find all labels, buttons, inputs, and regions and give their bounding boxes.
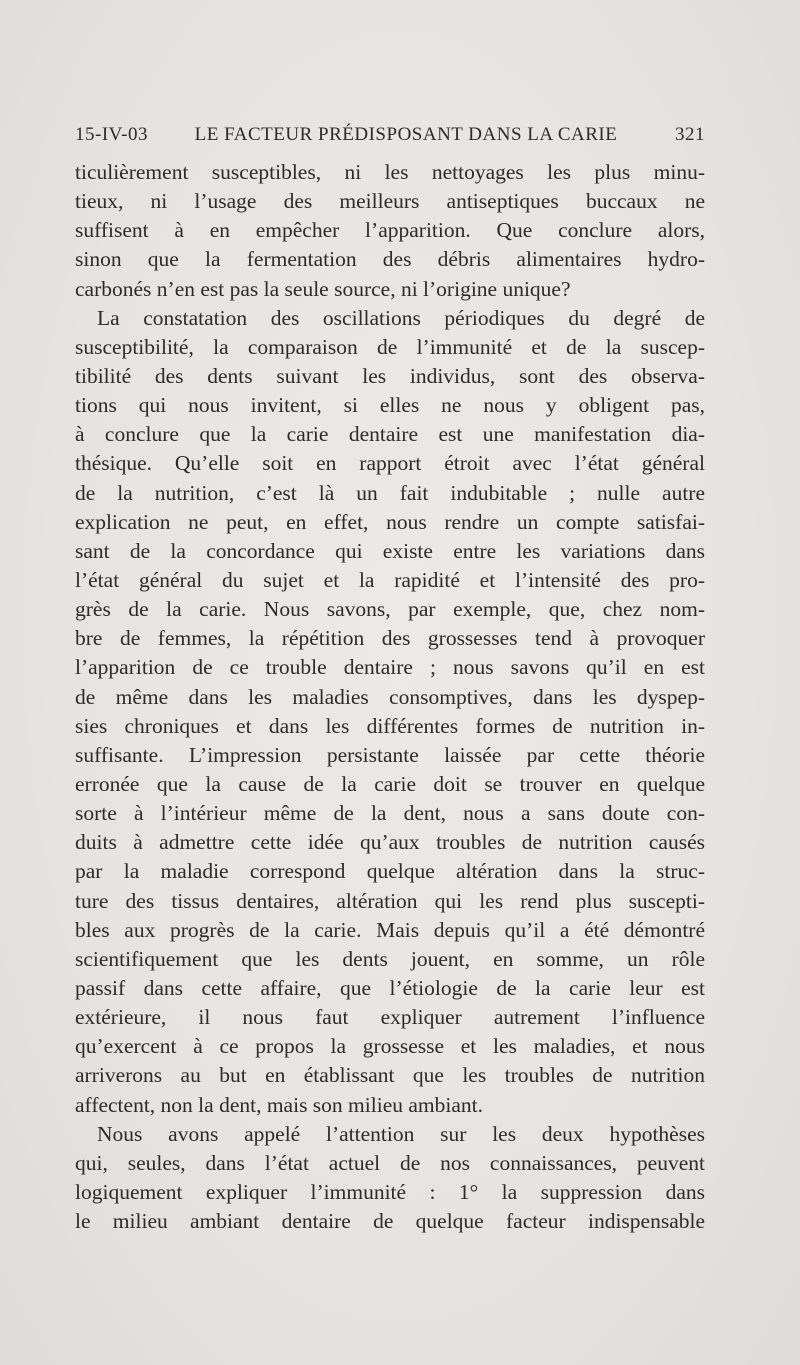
- text-line: bles aux progrès de la carie. Mais depuis qu’il a été démontré: [75, 917, 705, 942]
- text-line: grès de la carie. Nous savons, par exemple, que, chez nom-: [75, 597, 705, 622]
- text-line: duits à admettre cette idée qu’aux troubles de nutrition causés: [75, 830, 705, 855]
- text-line: sorte à l’intérieur même de la dent, nous a sans doute con-: [75, 801, 705, 826]
- text-line: qui, seules, dans l’état actuel de nos connaissances, peuvent: [75, 1150, 705, 1175]
- text-line: passif dans cette affaire, que l’étiologie de la carie leur est: [75, 975, 705, 1000]
- running-head: [75, 124, 705, 154]
- text-line: extérieure, il nous faut expliquer autrement l’influence: [75, 1005, 705, 1030]
- text-line: de la nutrition, c’est là un fait indubitable ; nulle autre: [75, 480, 705, 505]
- text-line: qu’exercent à ce propos la grossesse et les maladies, et nous: [75, 1034, 705, 1059]
- text-line: suffisent à en empêcher l’apparition. Que conclure alors,: [75, 218, 705, 243]
- text-line: bre de femmes, la répétition des grossesses tend à provoquer: [75, 626, 705, 651]
- text-line: l’état général du sujet et la rapidité et l’intensité des pro-: [75, 567, 705, 592]
- text-line: tions qui nous invitent, si elles ne nous y obligent pas,: [75, 393, 705, 418]
- text-line: affectent, non la dent, mais son milieu ambiant.: [75, 1092, 483, 1117]
- text-line: thésique. Qu’elle soit en rapport étroit avec l’état général: [75, 451, 705, 476]
- text-line: suffisante. L’impression persistante laissée par cette théorie: [75, 742, 705, 767]
- text-line: scientifiquement que les dents jouent, en somme, un rôle: [75, 946, 705, 971]
- text-line: sies chroniques et dans les différentes formes de nutrition in-: [75, 713, 705, 738]
- text-line: ture des tissus dentaires, altération qui les rend plus suscepti-: [75, 888, 705, 913]
- text-line: arriverons au but en établissant que les troubles de nutrition: [75, 1063, 705, 1088]
- text-line: Nous avons appelé l’attention sur les deux hypothèses: [97, 1121, 705, 1146]
- text-line: erronée que la cause de la carie doit se trouver en quelque: [75, 771, 705, 796]
- text-line: La constatation des oscillations périodiques du degré de: [97, 305, 705, 330]
- text-line: l’apparition de ce trouble dentaire ; nous savons qu’il en est: [75, 655, 705, 680]
- text-line: sinon que la fermentation des débris alimentaires hydro-: [75, 247, 705, 272]
- text-line: ticulièrement susceptibles, ni les nettoyages les plus minu-: [75, 160, 705, 184]
- text-line: de même dans les maladies consomptives, dans les dyspep-: [75, 684, 705, 709]
- text-line: à conclure que la carie dentaire est une manifestation dia-: [75, 422, 705, 447]
- text-line: sant de la concordance qui existe entre les variations dans: [75, 538, 705, 563]
- text-line: le milieu ambiant dentaire de quelque facteur indispensable: [75, 1209, 705, 1234]
- text-line: tieux, ni l’usage des meilleurs antiseptiques buccaux ne: [75, 189, 705, 214]
- date-code: 15-IV-03: [75, 124, 148, 145]
- text-line: logiquement expliquer l’immunité : 1° la suppression dans: [75, 1179, 705, 1204]
- text-line: tibilité des dents suivant les individus, sont des observa-: [75, 363, 705, 388]
- running-title: LE FACTEUR PRÉDISPOSANT DANS LA CARIE: [194, 124, 618, 145]
- body-text: [75, 158, 705, 1236]
- page-number: 321: [675, 124, 705, 145]
- text-line: explication ne peut, en effet, nous rendre un compte satisfai-: [75, 509, 705, 534]
- text-line: susceptibilité, la comparaison de l’immunité et de la suscep-: [75, 334, 705, 359]
- text-line: carbonés n’en est pas la seule source, ni l’origine unique?: [75, 276, 571, 301]
- text-line: par la maladie correspond quelque altération dans la struc-: [75, 859, 705, 884]
